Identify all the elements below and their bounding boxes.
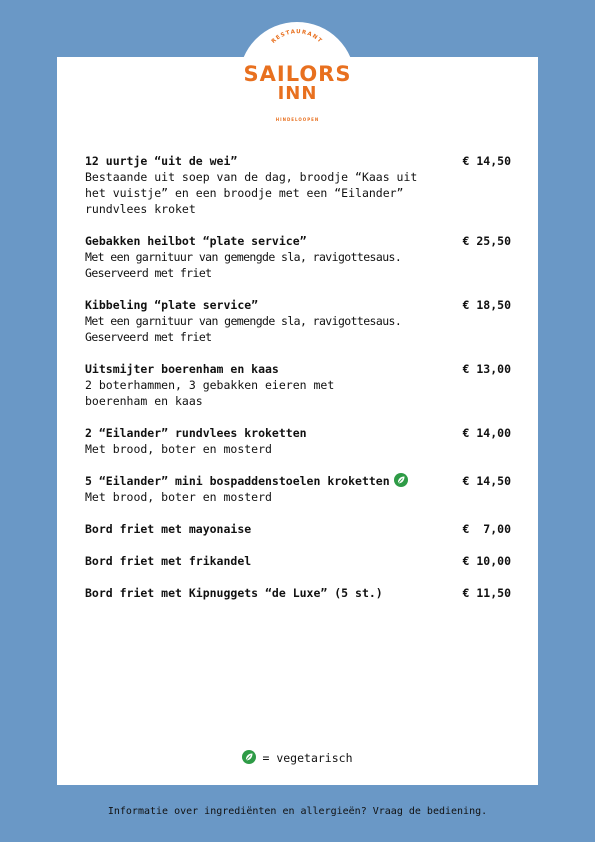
- menu-item-price: € 11,50: [462, 586, 511, 600]
- logo-arc-label: RESTAURANT: [270, 29, 324, 45]
- menu-list: [85, 153, 511, 617]
- logo-name-line2: INN: [277, 83, 318, 104]
- legend-text: = vegetarisch: [262, 751, 353, 765]
- logo-name-line1: SAILORS: [243, 62, 352, 86]
- menu-item-title-row: [85, 473, 511, 489]
- menu-item-price: € 14,00: [462, 426, 511, 440]
- menu-item-price: € 13,00: [462, 362, 511, 376]
- menu-item-title: 12 uurtje “uit de wei”: [85, 154, 238, 168]
- menu-item: [85, 153, 511, 217]
- menu-item-title: Bord friet met mayonaise: [85, 522, 252, 536]
- menu-item-price: € 14,50: [462, 474, 511, 488]
- menu-item-price: € 18,50: [462, 298, 511, 312]
- menu-item: [85, 361, 511, 409]
- menu-item-description: Met een garnituur van gemengde sla, ravigottesaus. Geserveerd met friet: [85, 250, 402, 280]
- menu-item: [85, 521, 511, 537]
- menu-item-title: Kibbeling “plate service”: [85, 298, 259, 312]
- leaf-icon: [242, 750, 256, 764]
- menu-item-price: € 10,00: [462, 554, 511, 568]
- leaf-icon: [394, 473, 408, 487]
- menu-item: [85, 233, 511, 281]
- menu-item-description: Met brood, boter en mosterd: [85, 490, 272, 504]
- menu-item-price: € 14,50: [462, 154, 511, 168]
- menu-item-description: Met brood, boter en mosterd: [85, 442, 272, 456]
- vegetarian-legend: [0, 750, 595, 766]
- menu-item-description: Bestaande uit soep van de dag, broodje “Kaas uit het vuistje” en een broodje met een “Eilander” rundvlees kroket: [85, 170, 418, 216]
- menu-item: [85, 297, 511, 345]
- menu-item-title: Bord friet met Kipnuggets “de Luxe” (5 st.): [85, 586, 383, 600]
- svg-text:RESTAURANT: [271, 29, 324, 45]
- menu-item-title: Gebakken heilbot “plate service”: [85, 234, 307, 248]
- menu-item-title: Uitsmijter boerenham en kaas: [85, 362, 279, 376]
- menu-item-description: 2 boterhammen, 3 gebakken eieren met boerenham en kaas: [85, 378, 335, 408]
- menu-item: [85, 553, 511, 569]
- menu-item-price: € 7,00: [462, 522, 511, 536]
- menu-item-title: Bord friet met frikandel: [85, 554, 252, 568]
- menu-item: [85, 473, 511, 505]
- logo-location: HINDELOOPEN: [275, 117, 320, 122]
- menu-item-price: € 25,50: [462, 234, 511, 248]
- menu-item: [85, 585, 511, 601]
- menu-item-title: 5 “Eilander” mini bospaddenstoelen kroketten: [85, 474, 390, 488]
- menu-item-title: 2 “Eilander” rundvlees kroketten: [85, 426, 307, 440]
- menu-item: [85, 425, 511, 457]
- allergy-footer-note: Informatie over ingrediënten en allergieën? Vraag de bediening.: [107, 806, 488, 817]
- menu-item-description: Met een garnituur van gemengde sla, ravigottesaus. Geserveerd met friet: [85, 314, 402, 344]
